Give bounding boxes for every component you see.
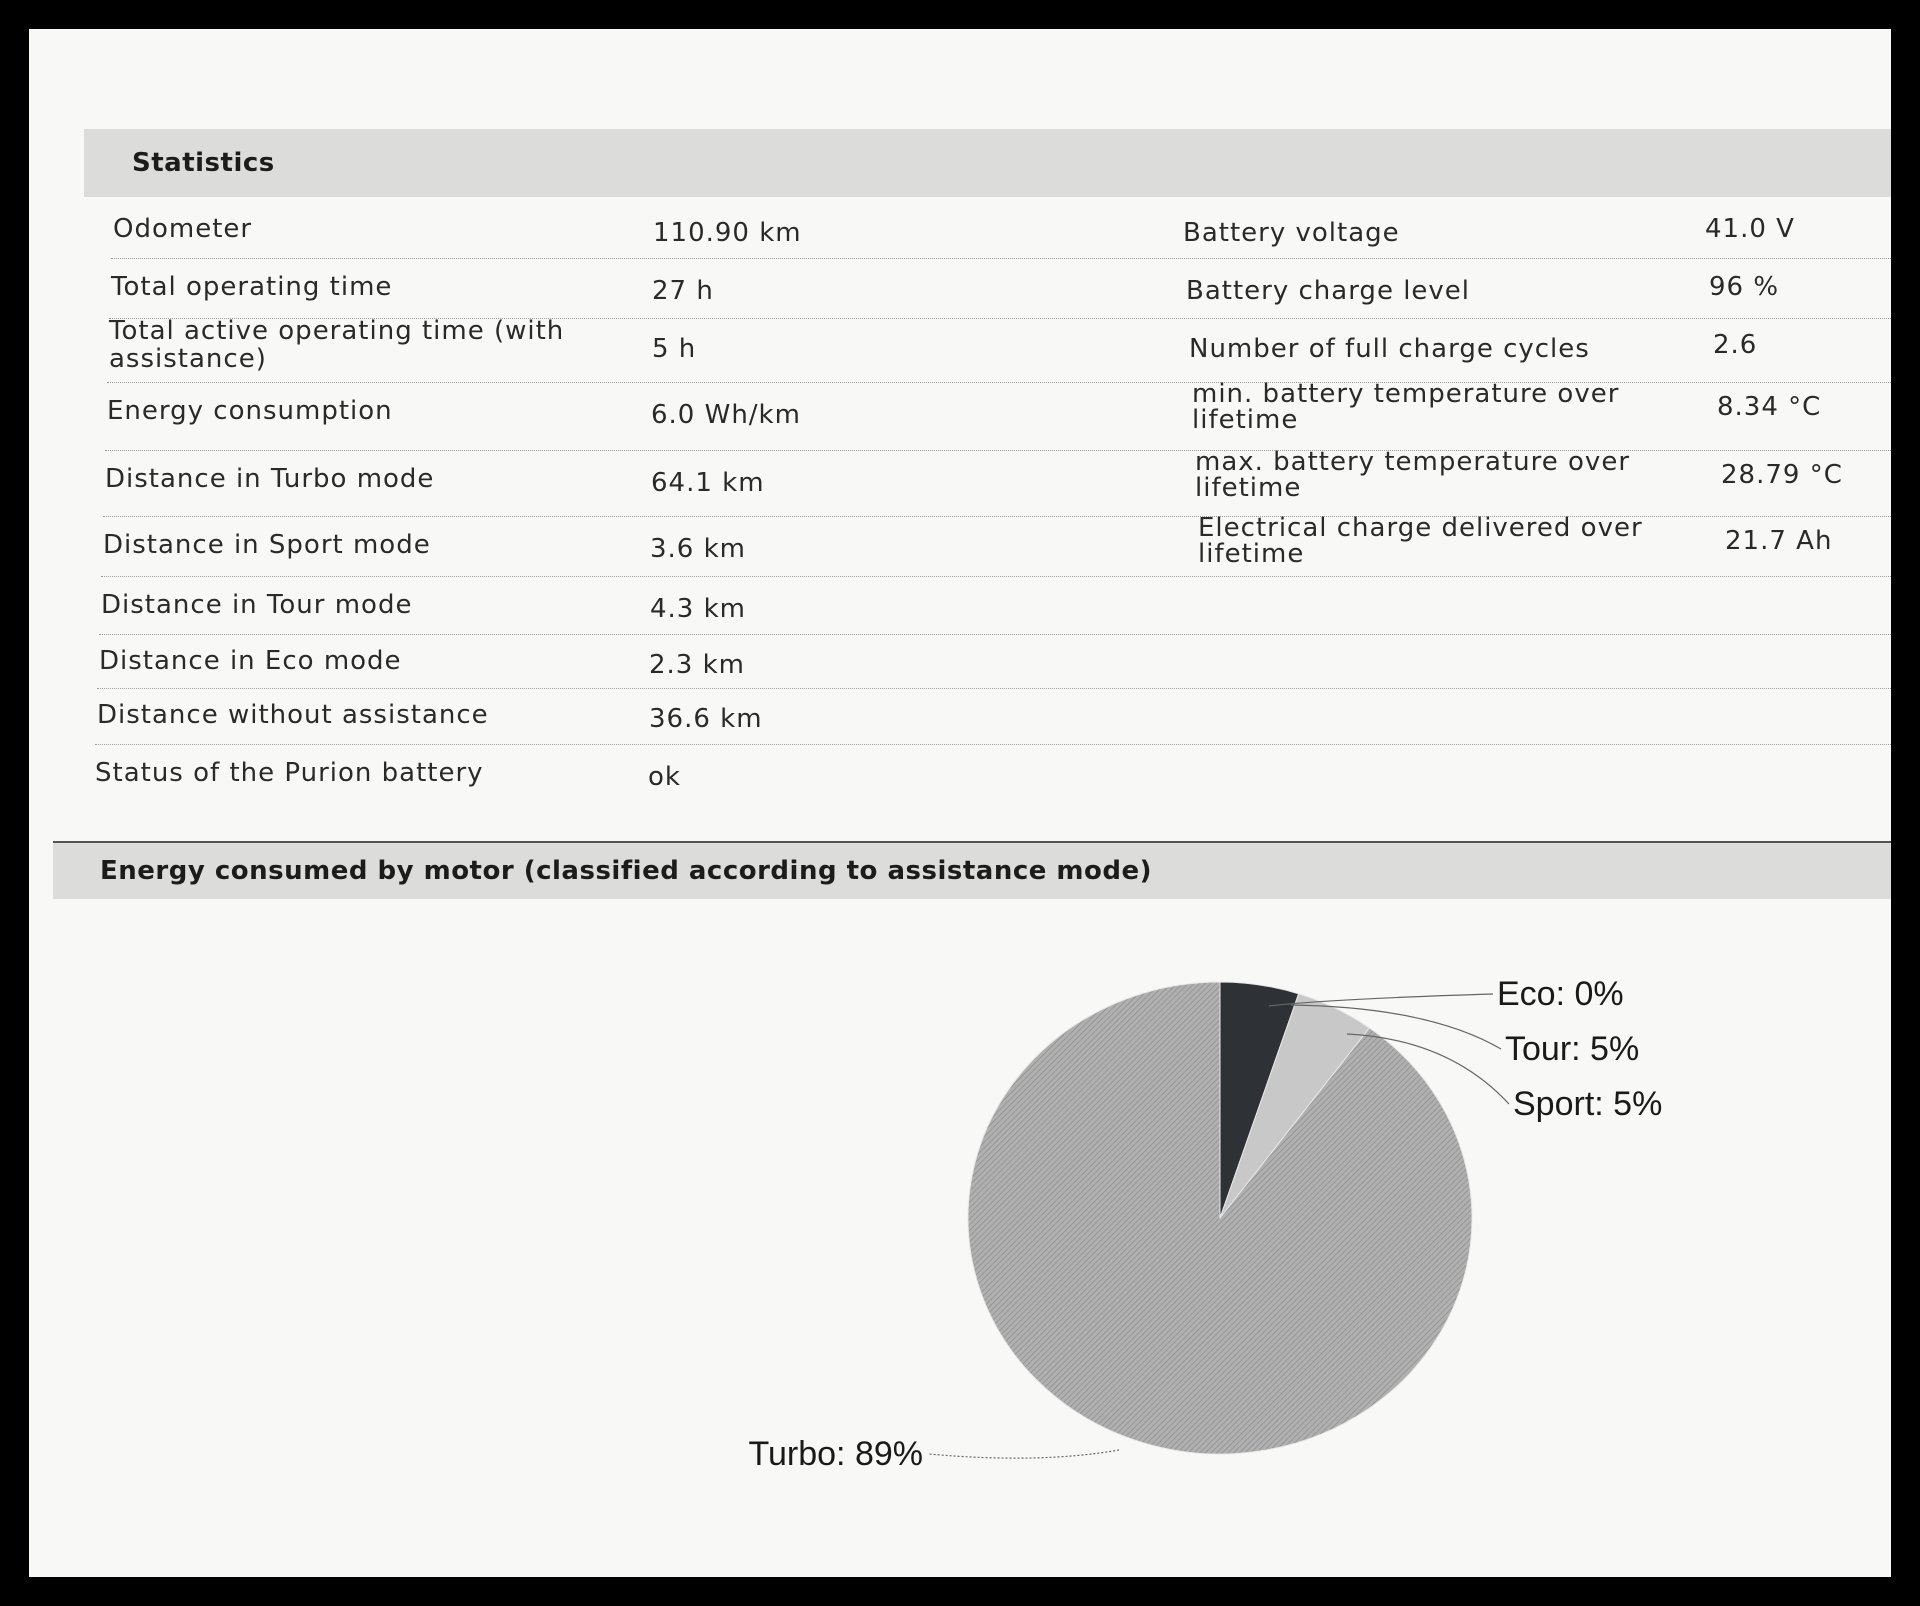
stat-value: 110.90 km xyxy=(653,218,802,248)
pie-label-eco: Eco: 0% xyxy=(1497,975,1624,1013)
stat-value-right: 96 % xyxy=(1709,272,1780,302)
stat-label: Distance without assistance xyxy=(97,700,489,730)
stat-value: ok xyxy=(648,762,681,792)
stat-label: Distance in Tour mode xyxy=(101,590,413,620)
pie-label-turbo: Turbo: 89% xyxy=(748,1435,923,1473)
energy-section-header xyxy=(53,841,1891,899)
stat-label-right: Battery voltage xyxy=(1183,218,1400,248)
stat-label: Distance in Eco mode xyxy=(99,646,402,676)
stat-label-right: Battery charge level xyxy=(1186,276,1471,306)
stat-value: 3.6 km xyxy=(650,534,746,564)
statistics-header xyxy=(84,129,1891,197)
stat-label-right: Electrical charge delivered over lifetime xyxy=(1198,513,1643,569)
stat-value-right: 28.79 °C xyxy=(1721,460,1843,490)
stat-label-right: min. battery temperature over lifetime xyxy=(1192,379,1620,435)
stat-value-right: 41.0 V xyxy=(1705,214,1795,244)
stat-label: Energy consumption xyxy=(107,396,393,426)
stat-label: Distance in Turbo mode xyxy=(105,464,435,494)
pie-leader-turbo xyxy=(929,1450,1119,1458)
row-divider xyxy=(101,575,1891,577)
row-divider xyxy=(97,687,1891,689)
energy-pie-chart xyxy=(29,909,1891,1577)
stat-value-right: 21.7 Ah xyxy=(1725,526,1833,556)
stat-value-right: 8.34 °C xyxy=(1717,392,1822,422)
row-divider xyxy=(111,257,1891,259)
stat-label: Status of the Purion battery xyxy=(95,758,484,788)
stat-value: 27 h xyxy=(652,276,714,306)
stat-value: 6.0 Wh/km xyxy=(651,400,801,430)
stat-value: 36.6 km xyxy=(649,704,763,734)
stat-label-right: Number of full charge cycles xyxy=(1189,334,1590,364)
pie-slice-turbo xyxy=(968,982,1472,1454)
energy-section-title: Energy consumed by motor (classified according to assistance mode) xyxy=(100,856,1153,886)
stat-label-right: max. battery temperature over lifetime xyxy=(1195,447,1631,503)
pie-label-sport: Sport: 5% xyxy=(1513,1085,1663,1123)
stat-value-right: 2.6 xyxy=(1713,330,1758,360)
stat-value: 64.1 km xyxy=(651,468,765,498)
statistics-title: Statistics xyxy=(132,148,275,178)
row-divider xyxy=(95,743,1891,745)
stat-label: Total active operating time (with assistance) xyxy=(109,316,565,374)
stat-label: Distance in Sport mode xyxy=(103,530,431,560)
pie-label-tour: Tour: 5% xyxy=(1505,1030,1640,1068)
stat-value: 2.3 km xyxy=(649,650,745,680)
pie-svg xyxy=(29,909,1891,1577)
row-divider xyxy=(99,633,1891,635)
stat-value: 5 h xyxy=(652,334,697,364)
stat-label: Total operating time xyxy=(111,272,393,302)
stat-value: 4.3 km xyxy=(650,594,746,624)
stat-label: Odometer xyxy=(113,214,253,244)
report-page xyxy=(29,29,1891,1577)
